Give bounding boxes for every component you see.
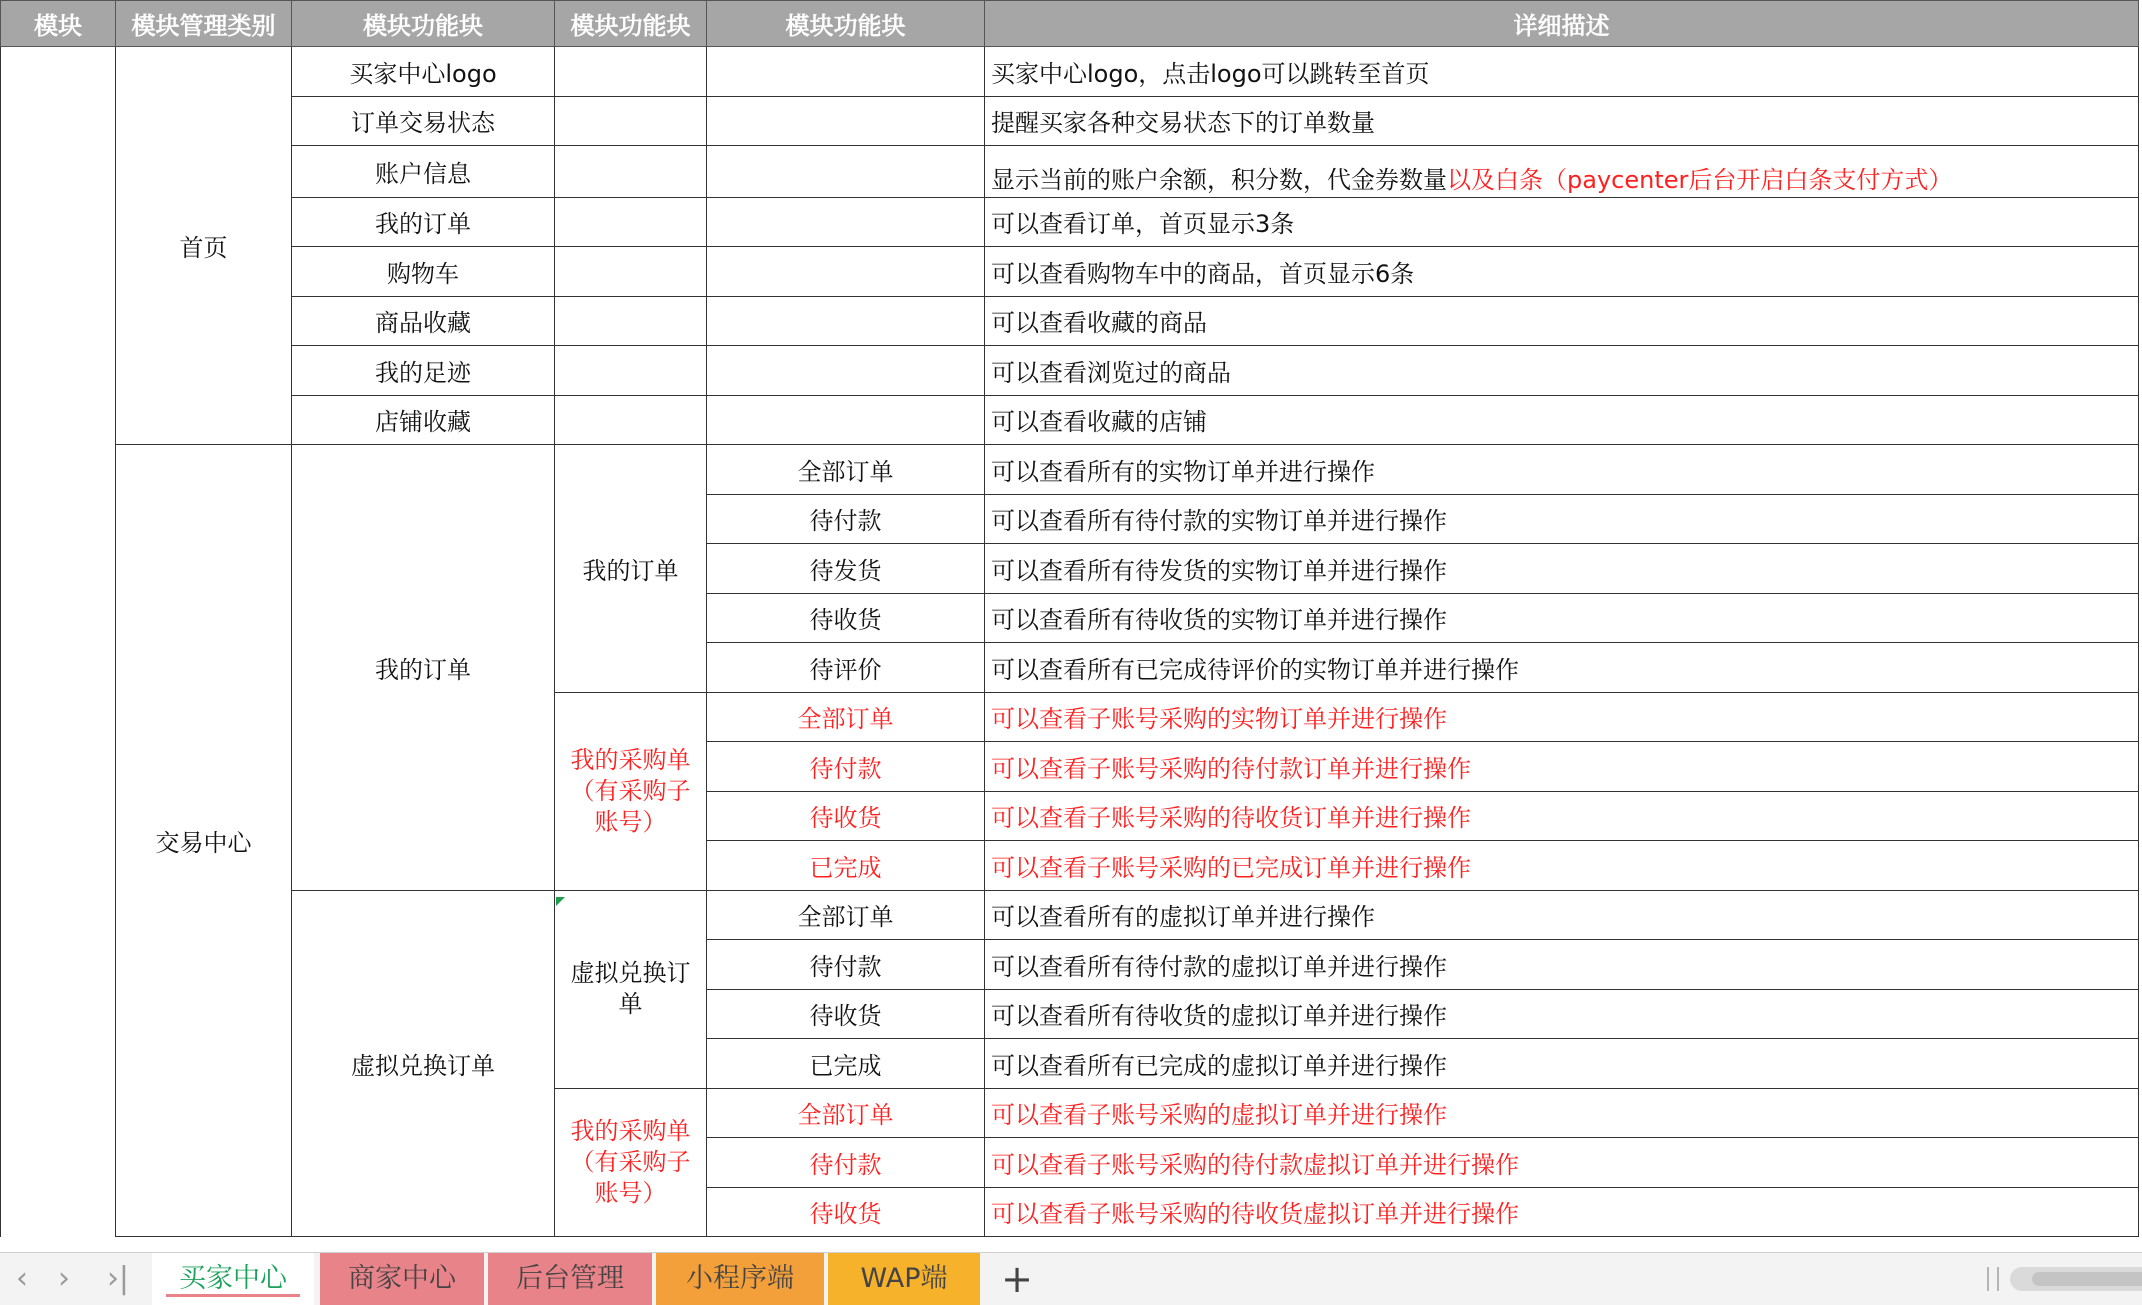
desc-cell[interactable]: 可以查看收藏的商品	[985, 296, 2139, 346]
desc-cell[interactable]: 可以查看所有的实物订单并进行操作	[985, 445, 2139, 495]
status-cell[interactable]: 待付款	[707, 1138, 985, 1188]
header-cell-description[interactable]: 详细描述	[985, 1, 2139, 47]
status-cell[interactable]: 已完成	[707, 841, 985, 891]
table-row	[1, 247, 2139, 297]
subfunc-cell-purchase[interactable]: 我的采购单（有采购子账号）	[555, 1088, 707, 1237]
desc-cell[interactable]: 可以查看所有已完成待评价的实物订单并进行操作	[985, 643, 2139, 693]
func-cell[interactable]: 账户信息	[292, 146, 555, 198]
empty-cell[interactable]	[707, 197, 985, 247]
desc-cell[interactable]: 可以查看所有待付款的虚拟订单并进行操作	[985, 940, 2139, 990]
empty-cell[interactable]	[555, 346, 707, 396]
header-cell-category[interactable]: 模块管理类别	[116, 1, 292, 47]
sheet-tab-label: 小程序端	[686, 1263, 794, 1294]
empty-cell[interactable]	[555, 247, 707, 297]
desc-cell[interactable]: 可以查看子账号采购的待收货订单并进行操作	[985, 791, 2139, 841]
desc-text-red: 以及白条（paycenter后台开启白条支付方式）	[1447, 165, 1953, 194]
func-cell-my-orders[interactable]: 我的订单	[292, 445, 555, 891]
status-cell[interactable]: 全部订单	[707, 890, 985, 940]
status-cell[interactable]: 待评价	[707, 643, 985, 693]
table-row	[1, 445, 2139, 495]
status-cell[interactable]: 待付款	[707, 940, 985, 990]
sheet-tab-buyer-center[interactable]	[152, 1253, 314, 1305]
desc-cell[interactable]: 可以查看所有待发货的实物订单并进行操作	[985, 544, 2139, 594]
status-cell[interactable]: 待付款	[707, 742, 985, 792]
desc-cell[interactable]: 可以查看所有待收货的实物订单并进行操作	[985, 593, 2139, 643]
horizontal-scrollbar[interactable]	[2010, 1267, 2142, 1291]
desc-text: 显示当前的账户余额，积分数，代金券数量	[991, 165, 1447, 194]
desc-cell[interactable]: 可以查看所有待付款的实物订单并进行操作	[985, 494, 2139, 544]
empty-cell[interactable]	[555, 146, 707, 198]
desc-cell[interactable]: 可以查看所有已完成的虚拟订单并进行操作	[985, 1039, 2139, 1089]
chevron-left-icon[interactable]: ‹	[16, 1261, 28, 1296]
empty-cell[interactable]	[707, 146, 985, 198]
module-cell[interactable]	[1, 445, 116, 1237]
func-cell[interactable]: 我的足迹	[292, 346, 555, 396]
module-cell[interactable]	[1, 47, 116, 445]
subfunc-cell-my-orders[interactable]: 我的订单	[555, 445, 707, 693]
desc-cell[interactable]: 可以查看子账号采购的待付款虚拟订单并进行操作	[985, 1138, 2139, 1188]
sheet-tab-admin[interactable]	[488, 1253, 652, 1305]
subfunc-cell-virtual[interactable]: 虚拟兑换订单	[555, 890, 707, 1088]
empty-cell[interactable]	[707, 247, 985, 297]
func-cell-virtual-orders[interactable]: 虚拟兑换订单	[292, 890, 555, 1237]
desc-cell[interactable]: 可以查看子账号采购的虚拟订单并进行操作	[985, 1088, 2139, 1138]
status-cell[interactable]: 待付款	[707, 494, 985, 544]
sheet-tab-merchant-center[interactable]	[320, 1253, 484, 1305]
empty-cell[interactable]	[555, 47, 707, 97]
desc-cell[interactable]: 可以查看订单，首页显示3条	[985, 197, 2139, 247]
table-row	[1, 296, 2139, 346]
comment-indicator-icon	[556, 897, 565, 906]
splitter-handle-icon[interactable]	[1987, 1267, 1999, 1291]
header-cell-func3[interactable]: 模块功能块	[707, 1, 985, 47]
empty-cell[interactable]	[555, 296, 707, 346]
func-cell[interactable]: 商品收藏	[292, 296, 555, 346]
table-row	[1, 395, 2139, 445]
func-cell[interactable]: 购物车	[292, 247, 555, 297]
active-tab-underline	[166, 1294, 300, 1297]
desc-cell[interactable]: 可以查看浏览过的商品	[985, 346, 2139, 396]
category-cell-trade[interactable]: 交易中心	[116, 445, 292, 1237]
header-row	[1, 1, 2139, 47]
empty-cell[interactable]	[707, 47, 985, 97]
table-row	[1, 197, 2139, 247]
status-cell[interactable]: 全部订单	[707, 692, 985, 742]
table-row	[1, 96, 2139, 146]
sheet-tab-label: 后台管理	[516, 1263, 624, 1294]
desc-cell[interactable]: 提醒买家各种交易状态下的订单数量	[985, 96, 2139, 146]
status-cell[interactable]: 全部订单	[707, 445, 985, 495]
subfunc-cell-purchase[interactable]: 我的采购单（有采购子账号）	[555, 692, 707, 890]
table-row	[1, 890, 2139, 940]
header-cell-func1[interactable]: 模块功能块	[292, 1, 555, 47]
sheet-tab-wap[interactable]	[828, 1253, 980, 1305]
desc-cell[interactable]: 可以查看子账号采购的实物订单并进行操作	[985, 692, 2139, 742]
func-cell[interactable]: 买家中心logo	[292, 47, 555, 97]
func-cell[interactable]: 我的订单	[292, 197, 555, 247]
add-sheet-icon[interactable]: +	[1001, 1257, 1033, 1301]
empty-cell[interactable]	[555, 197, 707, 247]
table-row	[1, 146, 2139, 198]
desc-cell[interactable]: 可以查看购物车中的商品，首页显示6条	[985, 247, 2139, 297]
desc-cell-account[interactable]	[985, 146, 2139, 198]
empty-cell[interactable]	[555, 96, 707, 146]
status-cell[interactable]: 待收货	[707, 989, 985, 1039]
header-cell-func2[interactable]: 模块功能块	[555, 1, 707, 47]
desc-cell[interactable]: 可以查看所有待收货的虚拟订单并进行操作	[985, 989, 2139, 1039]
status-cell[interactable]: 待发货	[707, 544, 985, 594]
empty-cell[interactable]	[707, 96, 985, 146]
table-row	[1, 47, 2139, 97]
desc-cell[interactable]: 可以查看子账号采购的待收货虚拟订单并进行操作	[985, 1187, 2139, 1237]
sheet-tab-label: 买家中心	[179, 1263, 287, 1294]
desc-cell[interactable]: 买家中心logo，点击logo可以跳转至首页	[985, 47, 2139, 97]
status-cell[interactable]: 待收货	[707, 593, 985, 643]
empty-cell[interactable]	[555, 395, 707, 445]
chevron-right-icon[interactable]: ›	[58, 1261, 70, 1296]
status-cell[interactable]: 全部订单	[707, 1088, 985, 1138]
desc-cell[interactable]: 可以查看子账号采购的待付款订单并进行操作	[985, 742, 2139, 792]
category-cell-home[interactable]: 首页	[116, 47, 292, 445]
func-cell[interactable]: 订单交易状态	[292, 96, 555, 146]
desc-cell[interactable]: 可以查看子账号采购的已完成订单并进行操作	[985, 841, 2139, 891]
func-cell[interactable]: 店铺收藏	[292, 395, 555, 445]
empty-cell[interactable]	[707, 346, 985, 396]
status-cell[interactable]: 待收货	[707, 1187, 985, 1237]
header-cell-module[interactable]: 模块	[1, 1, 116, 47]
sheet-tab-mini-program[interactable]	[656, 1253, 824, 1305]
scrollbar-thumb[interactable]	[2032, 1272, 2142, 1286]
status-cell[interactable]: 待收货	[707, 791, 985, 841]
sheet-tab-label: 商家中心	[348, 1263, 456, 1294]
empty-cell[interactable]	[707, 296, 985, 346]
desc-cell[interactable]: 可以查看所有的虚拟订单并进行操作	[985, 890, 2139, 940]
sheet-tab-label: WAP端	[860, 1263, 948, 1294]
desc-cell[interactable]: 可以查看收藏的店铺	[985, 395, 2139, 445]
last-sheet-icon[interactable]: ›|	[106, 1261, 130, 1296]
sheet-tab-bar	[0, 1252, 2142, 1305]
empty-cell[interactable]	[707, 395, 985, 445]
table-row	[1, 346, 2139, 396]
status-cell[interactable]: 已完成	[707, 1039, 985, 1089]
